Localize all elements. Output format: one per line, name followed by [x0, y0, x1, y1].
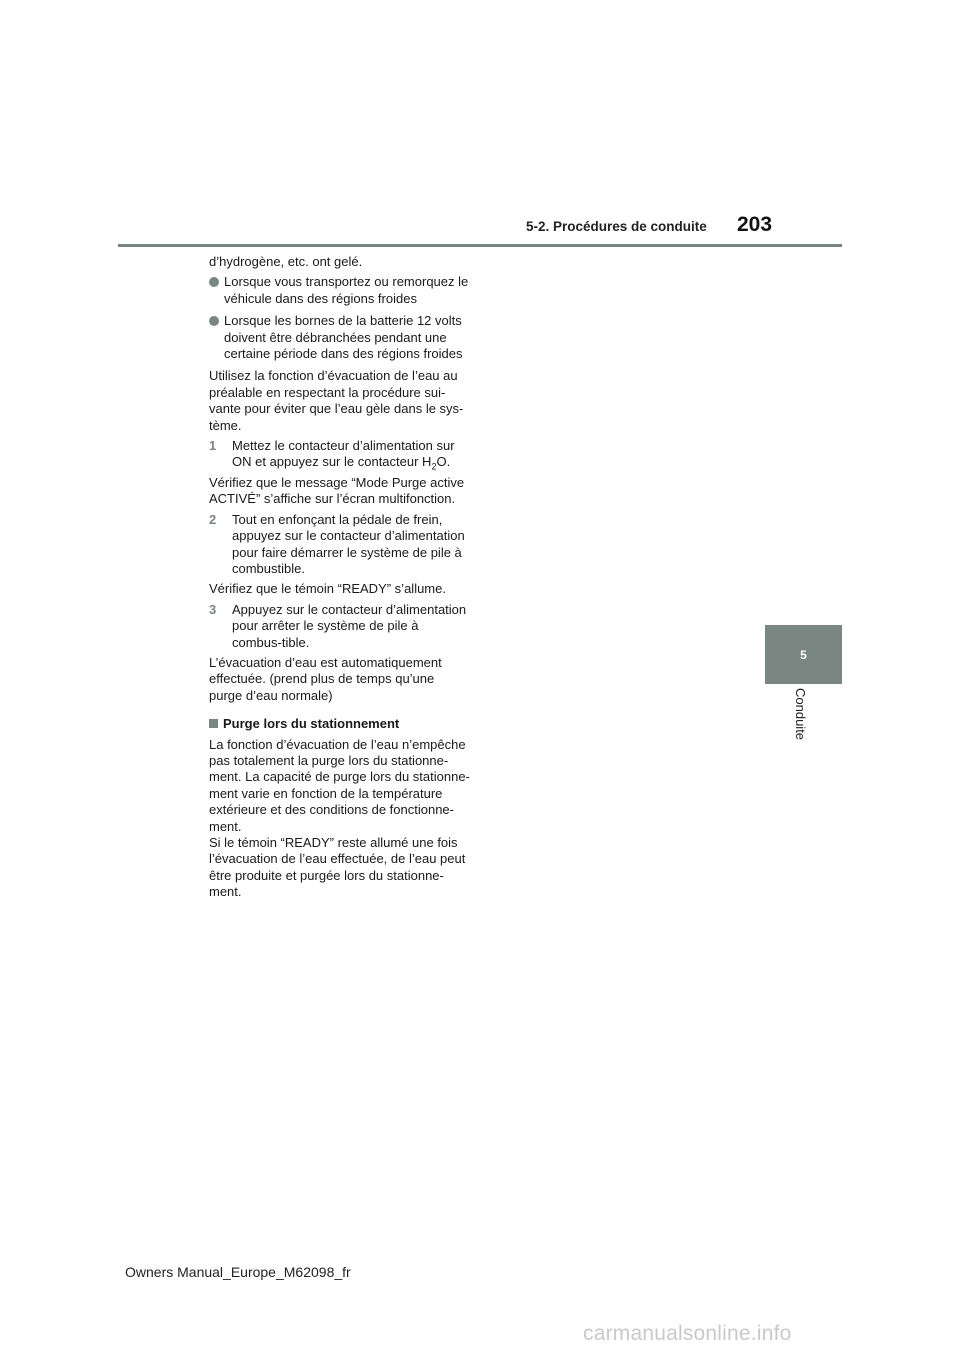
- square-bullet-icon: [209, 719, 218, 728]
- main-content: [209, 254, 471, 905]
- step-note: Vérifiez que le témoin “READY” s’allume.: [209, 581, 446, 597]
- section-paragraph: Si le témoin “READY” reste allumé une fois l’évacuation de l’eau effectuée, de l’eau peut être produite et purgée lors du stationne-ment.: [209, 835, 466, 900]
- step-number: 1: [209, 438, 217, 454]
- list-item: [209, 313, 471, 362]
- bullet-text: Lorsque vous transportez ou remorquez le véhicule dans des régions froides: [224, 274, 469, 306]
- step-3: [209, 602, 471, 651]
- intro-text: d’hydrogène, etc. ont gelé.: [209, 254, 363, 269]
- step-text-end: O.: [436, 454, 451, 470]
- step-text: Appuyez sur le contacteur d’alimentation pour arrêter le système de pile à combus-tible.: [232, 601, 467, 650]
- procedure-intro: Utilisez la fonction d’évacuation de l’eau au préalable en respectant la procédure sui-vante pour éviter que l’eau gèle dans le sys-tème.: [209, 368, 464, 433]
- footer-manual-id: Owners Manual_Europe_M62098_fr: [125, 1264, 351, 1280]
- bullet-icon: [209, 277, 219, 287]
- subscript: 2: [431, 462, 437, 473]
- chapter-name: Conduite: [793, 688, 808, 741]
- step-1: [209, 438, 471, 471]
- section-title: 5-2. Procédures de conduite: [526, 219, 707, 234]
- page-number: 203: [737, 213, 773, 236]
- section-paragraph: La fonction d’évacuation de l’eau n’empêche pas totalement la purge lors du stationne-ment. La capacité de purge lors du stationne-ment varie en fonction de la température extérieure et des conditions de fonctionne-ment.: [209, 736, 470, 834]
- bullet-icon: [209, 316, 219, 326]
- step-note: L’évacuation d’eau est automatiquement effectuée. (prend plus de temps qu’une purge d’eau normale): [209, 654, 442, 703]
- step-2: [209, 512, 471, 578]
- step-number: 2: [209, 511, 217, 527]
- chapter-tab[interactable]: [765, 625, 842, 684]
- step-text: Tout en enfonçant la pédale de frein, appuyez sur le contacteur d’alimentation pour faire démarrer le système de pile à combustible.: [232, 511, 465, 576]
- chapter-number: 5: [800, 647, 807, 662]
- list-item: [209, 274, 471, 307]
- step-number: 3: [209, 601, 217, 617]
- header-divider: [118, 244, 842, 247]
- section-heading-text: Purge lors du stationnement: [223, 716, 400, 732]
- step-text: Mettez le contacteur d’alimentation sur ON et appuyez sur le contacteur H: [232, 438, 455, 470]
- watermark: carmanualsonline.info: [583, 1322, 792, 1345]
- step-note: Vérifiez que le message “Mode Purge active ACTIVÉ” s’affiche sur l’écran multifonction.: [209, 474, 465, 507]
- bullet-text: Lorsque les bornes de la batterie 12 volts doivent être débranchées pendant une certaine période dans des régions froides: [224, 313, 463, 362]
- section-heading: [209, 716, 471, 732]
